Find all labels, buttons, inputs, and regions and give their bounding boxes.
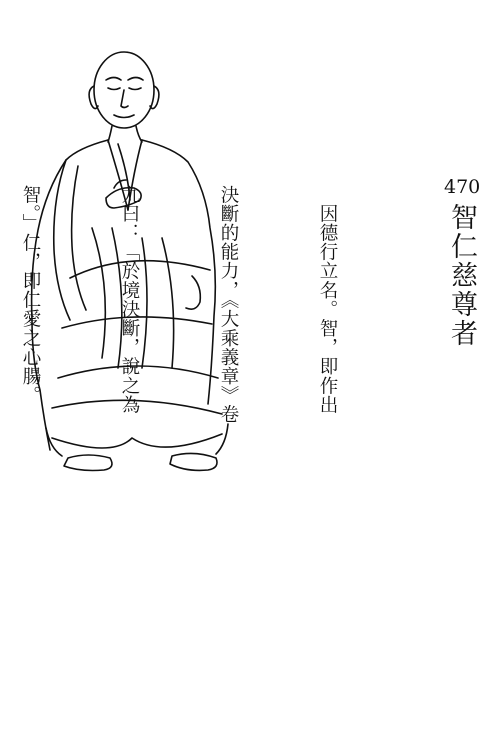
body-line: 智。」仁，即仁愛之心腸。 — [20, 185, 41, 405]
body-line: 決斷的能力，《大乘義章》卷 — [218, 185, 239, 425]
body-line: 九曰：「於境決斷，說之為 — [119, 185, 140, 415]
entry-number: 470 — [444, 176, 481, 198]
body-text — [0, 185, 410, 705]
entry-title: 智仁慈尊者 — [446, 203, 477, 348]
body-line: 因德行立名。智，即作出 — [317, 185, 338, 415]
